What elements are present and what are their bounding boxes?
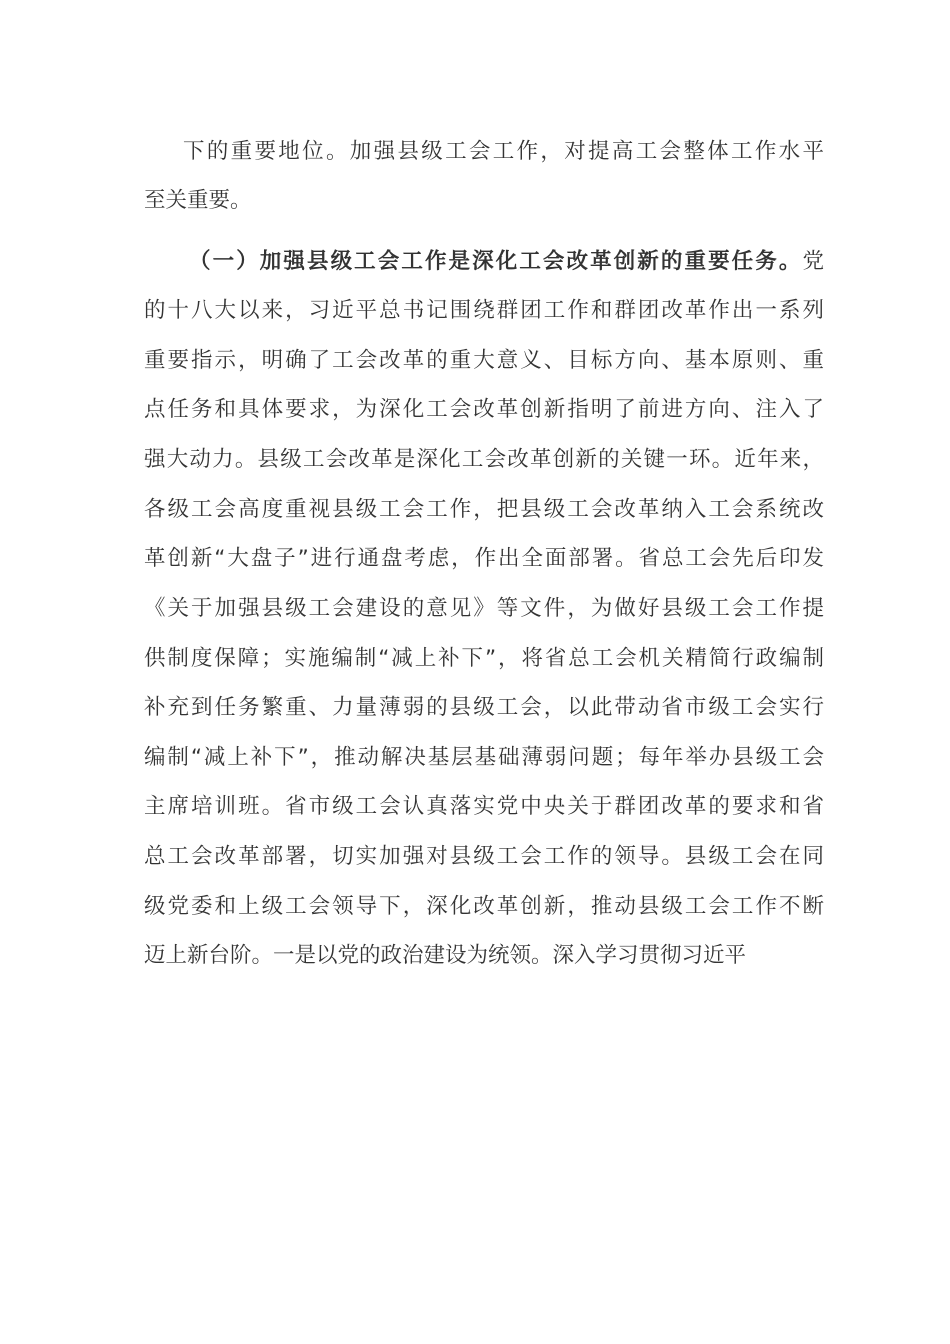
paragraph-2-line-10: 补充到任务繁重、力量薄弱的县级工会，以此带动省市级工会实行 — [144, 695, 824, 720]
paragraph-2-line-15: 迈上新台阶。一是以党的政治建设为统领。深入学习贯彻习近平 — [144, 943, 747, 968]
section-heading-line — [189, 244, 824, 280]
paragraph-2-line-9: 供制度保障；实施编制“减上补下”，将省总工会机关精简行政编制 — [144, 646, 824, 671]
paragraph-2-line-3: 重要指示，明确了工会改革的重大意义、目标方向、基本原则、重 — [144, 348, 824, 373]
paragraph-2-line-8: 《关于加强县级工会建设的意见》等文件，为做好县级工会工作提 — [144, 596, 824, 621]
paragraph-2-line-4: 点任务和具体要求，为深化工会改革创新指明了前进方向、注入了 — [144, 397, 824, 422]
paragraph-2-line-14: 级党委和上级工会领导下，深化改革创新，推动县级工会工作不断 — [144, 894, 824, 919]
paragraph-2-line-12: 主席培训班。省市级工会认真落实党中央关于群团改革的要求和省 — [144, 794, 824, 819]
section-heading: （一）加强县级工会工作是深化工会改革创新的重要任务。 — [189, 249, 803, 274]
paragraph-2-line-11: 编制“减上补下”，推动解决基层基础薄弱问题；每年举办县级工会 — [144, 745, 824, 770]
section-heading-continuation: 党 — [802, 249, 824, 274]
paragraph-2-line-13: 总工会改革部署，切实加强对县级工会工作的领导。县级工会在同 — [144, 844, 824, 869]
paragraph-1-line-2: 至关重要。 — [144, 188, 252, 213]
paragraph-2-line-6: 各级工会高度重视县级工会工作，把县级工会改革纳入工会系统改 — [144, 497, 824, 522]
paragraph-2-line-2: 的十八大以来，习近平总书记围绕群团工作和群团改革作出一系列 — [144, 298, 824, 323]
paragraph-1-line-1: 下的重要地位。加强县级工会工作，对提高工会整体工作水平 — [183, 139, 824, 164]
paragraph-2-line-5: 强大动力。县级工会改革是深化工会改革创新的关键一环。近年来， — [144, 447, 824, 472]
paragraph-2-line-7: 革创新“大盘子”进行通盘考虑，作出全面部署。省总工会先后印发 — [144, 546, 824, 571]
